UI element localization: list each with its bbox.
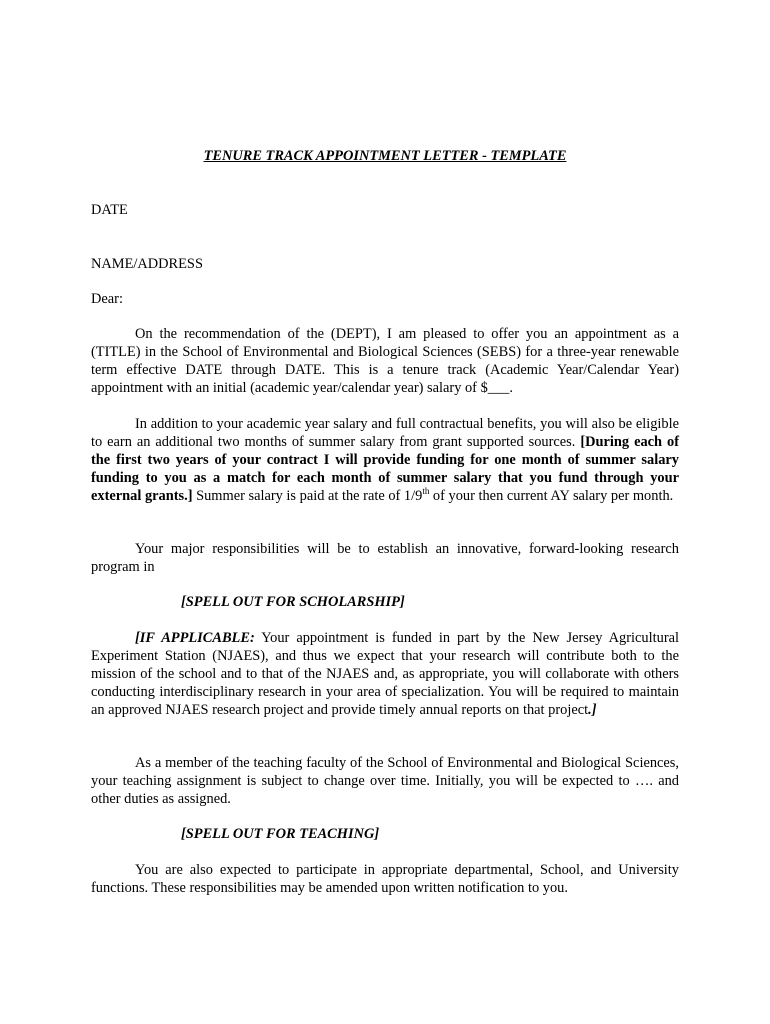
paragraph-appointment [91, 325, 679, 397]
date-line: DATE [91, 202, 128, 218]
salutation: Dear: [91, 291, 123, 307]
paragraph-teaching [91, 754, 679, 808]
njaes-text: Your appointment is funded in part by the New Jersey Agricultural Experiment Station (NJAES), and thus we expect that your research will contribute both to the mission of the school and to that of the NJAES and, as appropriate, you will collaborate with others conducting interdisciplinary research in your area of specialization. You will be required to maintain an approved NJAES research project and provide timely annual reports on that project [91, 630, 679, 718]
if-applicable-lead: [IF APPLICABLE: [135, 630, 255, 646]
summer-salary-text: In addition to your academic year salary and full contractual benefits, you will also be eligible to earn an additional two months of summer salary from grant supported sources. [91, 416, 679, 450]
address-line: NAME/ADDRESS [91, 256, 203, 272]
paragraph-responsibilities [91, 540, 679, 576]
paragraph-functions [91, 861, 679, 897]
document-title: TENURE TRACK APPOINTMENT LETTER - TEMPLATE [203, 148, 567, 164]
summer-salary-match-clause: [During each of the first two years of your contract I will provide funding for one month of summer salary funding to you as a match for each month of summer salary that you fund through your external grants.] [91, 434, 679, 504]
scholarship-heading: [SPELL OUT FOR SCHOLARSHIP] [181, 594, 405, 610]
paragraph-summer-salary [91, 415, 679, 505]
functions-text: You are also expected to participate in appropriate departmental, School, and University functions. These responsibilities may be amended upon written notification to you. [91, 862, 679, 896]
njaes-close: .] [588, 702, 597, 718]
paragraph-appointment-text: On the recommendation of the (DEPT), I am pleased to offer you an appointment as a (TITLE) in the School of Environmental and Biological Sciences (SEBS) for a three-year renewable term effective DATE through DATE. This is a tenure track (Academic Year/Calendar Year) appointment with an initial (academic year/calendar year) salary of $___. [91, 326, 679, 396]
ordinal-suffix: th [422, 486, 430, 497]
responsibilities-text: Your major responsibilities will be to establish an innovative, forward-looking research program in [91, 541, 679, 575]
teaching-text: As a member of the teaching faculty of the School of Environmental and Biological Sciences, your teaching assignment is subject to change over time. Initially, you will be expected to …. and other duties as assigned. [91, 755, 679, 807]
teaching-heading: [SPELL OUT FOR TEACHING] [181, 826, 380, 842]
summer-salary-rate-text: Summer salary is paid at the rate of 1/9 [192, 488, 423, 504]
paragraph-njaes [91, 629, 679, 719]
summer-salary-end-text: of your then current AY salary per month. [429, 488, 674, 504]
